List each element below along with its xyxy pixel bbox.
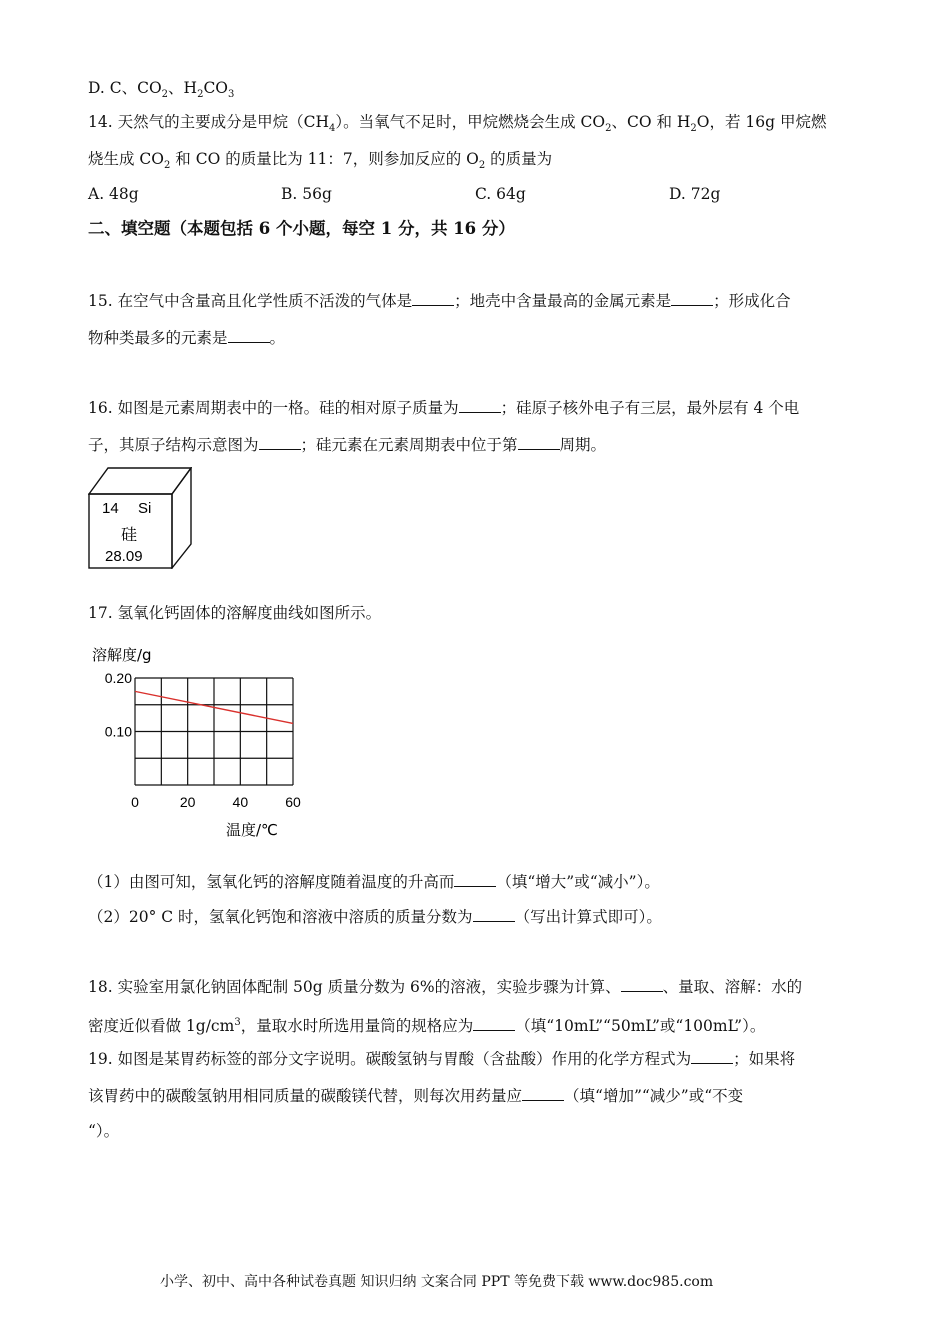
x-tick-label: 0 [131,794,139,810]
x-tick-label: 60 [285,794,301,810]
q19-line-1: 19. 如图是某胃药标签的部分文字说明。碳酸氢钠与胃酸（含盐酸）作用的化学方程式为 ；如果将 [88,1050,796,1068]
q14-option-c: C. 64g [475,185,526,203]
answer-blank[interactable] [228,328,270,343]
x-tick-label: 20 [179,794,196,810]
q17-part-2: （2）20° C 时，氢氧化钙饱和溶液中溶质的质量分数为 （写出计算式即可）。 [88,908,662,926]
answer-blank[interactable] [459,398,501,413]
y-tick-label: 0.20 [104,670,132,686]
answer-blank[interactable] [454,872,496,887]
q15-line-1: 15. 在空气中含量高且化学性质不活泼的气体是 ；地壳中含量最高的金属元素是 ；形成化合 [88,292,791,310]
page-footer: 小学、初中、高中各种试卷真题 知识归纳 文案合同 PPT 等免费下载 www.doc985.com [160,1274,714,1290]
answer-blank[interactable] [259,435,301,450]
answer-blank[interactable] [671,291,713,306]
chart-ticks [105,670,301,810]
q14-line-2: 烧生成 $CO_2$ 和 CO 的质量比为 11：7，则参加反应的 $O_2$ 的质量为 [88,150,553,172]
answer-blank[interactable] [621,977,663,992]
element-number: 14 [102,500,119,517]
q14-option-b: B. 56g [281,185,332,203]
section-heading: 二、填空题（本题包括 6 个小题，每空 1 分，共 16 分） [88,219,515,238]
q16-line-2: 子，其原子结构示意图为 ；硅元素在元素周期表中位于第 周期。 [88,436,607,454]
answer-blank[interactable] [473,907,515,922]
element-cell-figure [88,467,192,569]
element-symbol: Si [138,500,152,517]
q18-line-2: 密度近似看做 $1g/cm^3$，量取水时所选用量筒的规格应为 （填“10mL”“50mL”或“100mL”）。 [88,1017,766,1036]
chart-ylabel: 溶解度/g [92,646,152,664]
element-name: 硅 [121,525,138,544]
q13-option-d: D. C、$CO_2$、$H_2CO_3$ [88,79,235,101]
chart-grid [135,678,293,785]
solubility-chart [88,638,318,843]
q16-line-1: 16. 如图是元素周期表中的一格。硅的相对原子质量为 ；硅原子核外电子有三层，最外层有 4 个电 [88,399,800,417]
answer-blank[interactable] [412,291,454,306]
answer-blank[interactable] [473,1016,515,1031]
q17-intro: 17. 氢氧化钙固体的溶解度曲线如图所示。 [88,604,382,622]
x-tick-label: 40 [232,794,249,810]
q14-line-1: 14. 天然气的主要成分是甲烷$(CH_4)$。当氧气不足时，甲烷燃烧会生成 $CO_2$、CO 和 $H_2O$，若 16g 甲烷燃 [88,113,827,135]
answer-blank[interactable] [518,435,560,450]
q17-part-1: （1）由图可知，氢氧化钙的溶解度随着温度的升高而 （填“增大”或“减小”）。 [88,873,660,891]
chart-xlabel: 温度/℃ [226,821,278,839]
q18-line-1: 18. 实验室用氯化钠固体配制 50g 质量分数为 6%的溶液，实验步骤为计算、 、量取、溶解：水的 [88,978,803,996]
answer-blank[interactable] [522,1086,564,1101]
answer-blank[interactable] [691,1049,733,1064]
q14-option-a: A. 48g [88,185,139,203]
q19-line-3: “）。 [88,1122,120,1140]
y-tick-label: 0.10 [104,723,132,740]
q19-line-2: 该胃药中的碳酸氢钠用相同质量的碳酸镁代替，则每次用药量应 （填“增加”“减少”或“不变 [88,1087,744,1105]
element-mass: 28.09 [105,548,143,565]
q14-option-d: D. 72g [669,185,721,203]
q15-line-2: 物种类最多的元素是 。 [88,329,286,347]
